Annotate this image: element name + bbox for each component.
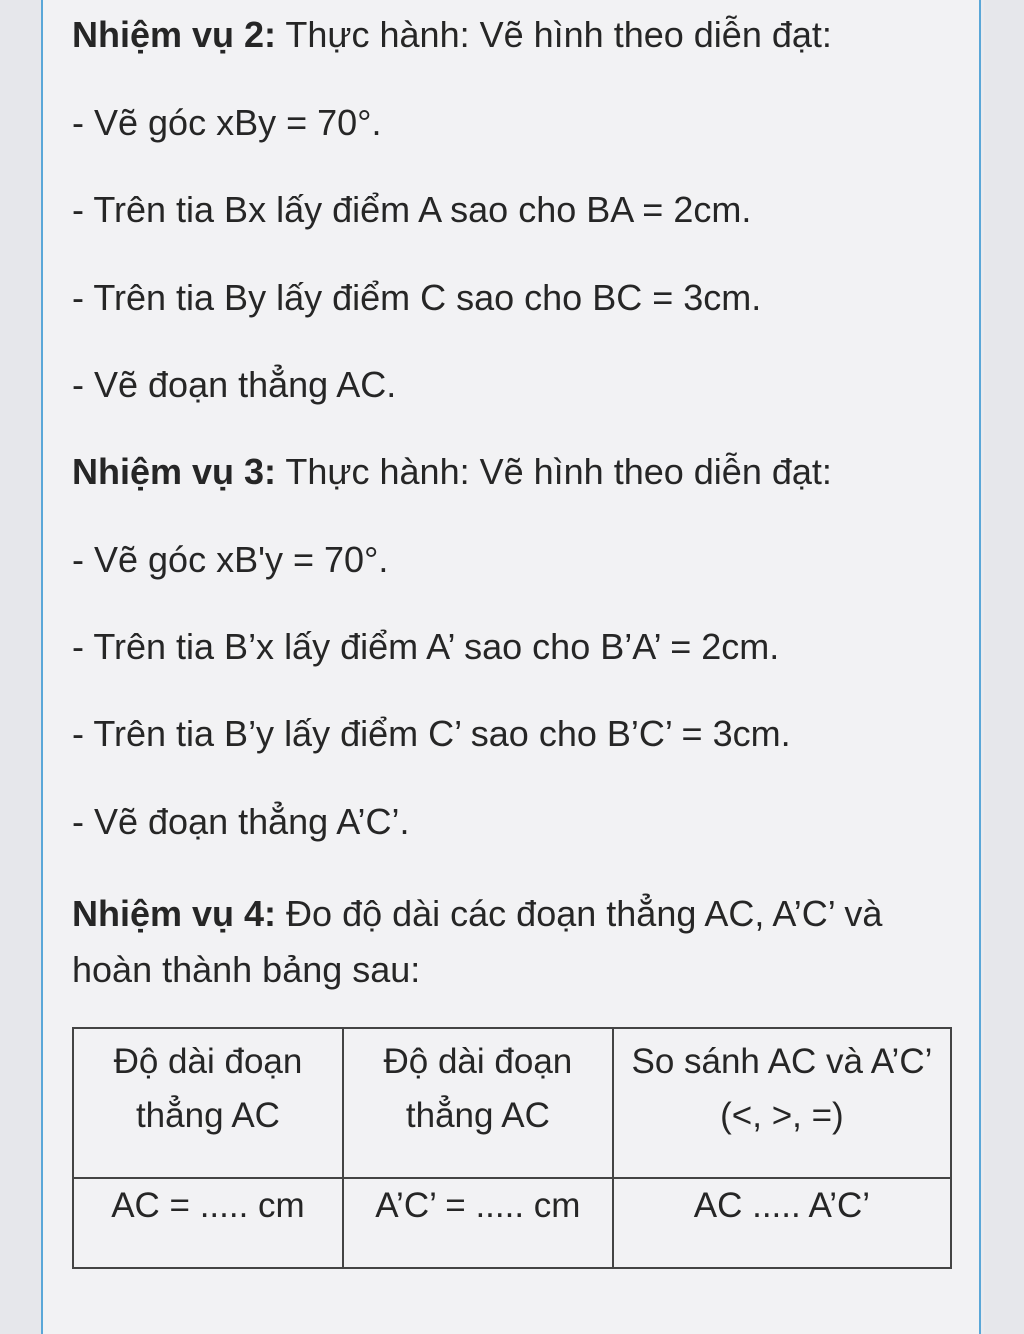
task3-text: Thực hành: Vẽ hình theo diễn đạt: [276, 451, 832, 492]
task2-step-1: - Vẽ góc xBy = 70°. [72, 102, 382, 143]
task3-heading [72, 451, 832, 493]
task2-step-4: - Vẽ đoạn thẳng AC. [72, 364, 397, 405]
cell-compare-value[interactable]: AC ..... A’C’ [613, 1178, 951, 1268]
header-cell-compare [613, 1028, 951, 1178]
task4-text: Đo độ dài các đoạn thẳng AC, A’C’ và hoàn thành bảng sau: [72, 893, 883, 990]
task4-label: Nhiệm vụ 4: [72, 893, 277, 934]
right-margin [984, 0, 1024, 1334]
comparison-table [72, 1027, 952, 1269]
task3-step-3: - Trên tia B’y lấy điểm C’ sao cho B’C’ = 3cm. [72, 713, 791, 754]
table-row [73, 1178, 951, 1268]
header-compare-line1: So sánh AC và A’C’ [631, 1042, 933, 1081]
cell-a-prime-c-prime-value[interactable]: A’C’ = ..... cm [343, 1178, 613, 1268]
task3-step-2: - Trên tia B’x lấy điểm A’ sao cho B’A’ = 2cm. [72, 626, 780, 667]
table-header-row [73, 1028, 951, 1178]
task2-label: Nhiệm vụ 2: [72, 14, 277, 55]
header-a2-line1: Độ dài đoạn [383, 1042, 573, 1081]
task2-text: Thực hành: Vẽ hình theo diễn đạt: [276, 14, 832, 55]
task2-heading [72, 14, 832, 56]
task3-step-1: - Vẽ góc xB'y = 70°. [72, 539, 389, 580]
header-ac-line2: thẳng AC [135, 1096, 280, 1135]
header-cell-a-prime-c-prime [343, 1028, 613, 1178]
task2-step-3: - Trên tia By lấy điểm C sao cho BC = 3cm. [72, 277, 762, 318]
left-margin [0, 0, 41, 1334]
header-a2-line2: thẳng AC [405, 1096, 550, 1135]
header-cell-ac [73, 1028, 343, 1178]
header-compare-line2: (<, >, =) [720, 1096, 844, 1135]
task3-label: Nhiệm vụ 3: [72, 451, 277, 492]
task4-paragraph [72, 886, 952, 998]
cell-ac-value[interactable]: AC = ..... cm [73, 1178, 343, 1268]
task3-step-4: - Vẽ đoạn thẳng A’C’. [72, 801, 410, 842]
task2-step-2: - Trên tia Bx lấy điểm A sao cho BA = 2cm. [72, 189, 752, 230]
header-ac-line1: Độ dài đoạn [113, 1042, 303, 1081]
